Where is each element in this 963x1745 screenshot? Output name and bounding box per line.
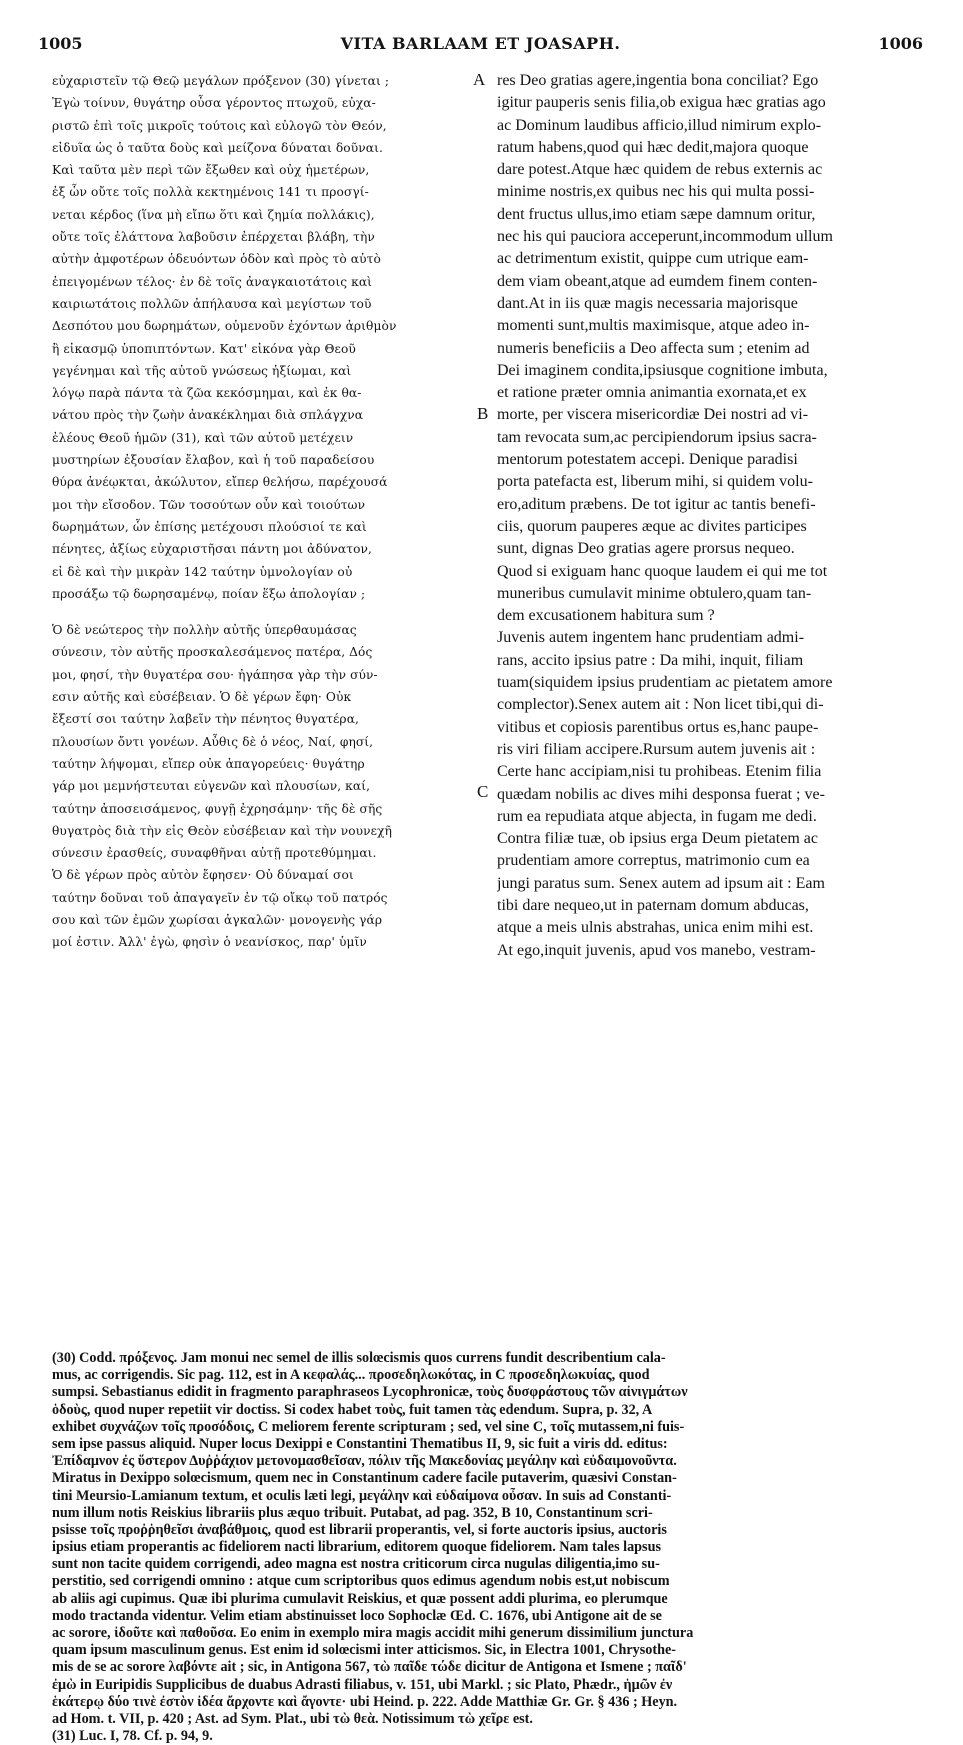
footnote-30-line: num illum notis Reiskius librariis plus æquo tribuit. Putabat, ad pag. 352, B 10, Constantinum scri-: [52, 1504, 653, 1521]
greek-line: [52, 954, 480, 976]
greek-line: Ὁ δὲ νεώτερος τὴν πολλὴν αὐτῆς ὑπερθαυμάσας: [52, 623, 357, 638]
latin-line: mentorum potestatem accepi. Denique paradisi: [497, 451, 798, 469]
latin-line: rum ea repudiata atque abjecta, in fugam me dedi.: [497, 807, 817, 825]
footnote-30-line: quam ipsum masculinum genus. Est enim id solœcismi inter atticismos. Sic, in Electra 1001, Chrysothe-: [52, 1642, 677, 1659]
greek-line: σύνεσιν, τὸν αὐτῆς προσκαλεσάμενος πατέρα, Δός: [52, 645, 373, 660]
greek-line: νάτου πρὸς τὴν ζωὴν ἀνακέκλημαι διὰ σπλάγχνα: [52, 408, 364, 423]
greek-line: σου καὶ τῶν ἐμῶν χωρίσαι ἀγκαλῶν· μονογενὴς γάρ: [52, 912, 383, 927]
latin-line: jungi paratus sum. Senex autem ad ipsum ait : Eam: [497, 874, 825, 892]
latin-line: porta patefacta est, liberum mihi, si quidem volu-: [497, 473, 813, 491]
latin-line: dent fructus ullus,imo etiam sæpe damnum oritur,: [497, 205, 816, 223]
latin-line: ratum habens,quod qui hæc dedit,majora quoque: [497, 138, 809, 156]
latin-line: et ratione præter omnia animantia exornata,et ex: [497, 384, 807, 402]
footnote-30-line: ἑκάτερῳ δύο τινὲ ἐστὸν ἰδέα ἄρχοντε καὶ ἄγοντε· ubi Heind. p. 222. Adde Matthiæ Gr. Gr. § 436 ; Heyn.: [52, 1693, 678, 1710]
footnote-30-line: psisse τοῖς προῤῥηθεῖσι ἀναβάθμοις, quod est librarii properantis, vel, si forte auctoris ipsius, auctoris: [52, 1521, 667, 1538]
latin-line: Juvenis autem ingentem hanc prudentiam admi-: [497, 629, 805, 647]
latin-line: igitur pauperis senis filia,ob exigua hæc gratias ago: [497, 94, 826, 112]
latin-line: rans, accito ipsius patre : Da mihi, inquit, filiam: [497, 651, 804, 669]
greek-line: θύρα ἀνέῳκται, ἀκώλυτον, εἴπερ θελήσω, παρέχουσά: [52, 475, 388, 490]
greek-line: αὐτὴν ἀμφοτέρων ὁδευόντων ὁδὸν καὶ πρὸς τὸ αὐτὸ: [52, 252, 381, 267]
footnote-30-line: ipsius etiam properantis ac fideliorem nacti librarium, editorem quoque fideliorem. Nam tales lapsus: [52, 1539, 661, 1556]
latin-line: quædam nobilis ac dives mihi desponsa fuerat ; ve-: [497, 785, 825, 803]
greek-line: εσιν αὐτῆς καὶ εὐσέβειαν. Ὁ δὲ γέρων ἔφη· Οὐκ: [52, 690, 352, 705]
footnote-30-line: mus, ac corrigendis. Sic pag. 112, est in A κεφαλάς... προσεδηλωκότας, in C προσεδηλωκυίας, quod: [52, 1367, 650, 1384]
page-number-left: 1005: [38, 34, 83, 53]
footnote-30-line: ab aliis agi cupimus. Quæ ibi plurima cumulavit Reiskius, et quæ possent addi plurima, eo plerumque: [52, 1590, 668, 1607]
latin-line: Contra filiæ tuæ, ob ipsius erga Deum pietatem ac: [497, 830, 818, 848]
greek-line: ἐξ ὧν οὔτε τοῖς πολλὰ κεκτημένοις 141 τι προσγί-: [52, 185, 369, 200]
margin-letter-a: A: [473, 70, 486, 89]
greek-line: εἰδυῖα ὡς ὁ ταῦτα δοὺς καὶ μείζονα δύναται δοῦναι.: [52, 140, 383, 155]
margin-letter-b: B: [477, 404, 489, 423]
latin-line: numeris beneficiis a Deo affecta sum ; etenim ad: [497, 339, 810, 357]
latin-line: sunt, dignas Deo gratias agere prorsus nequeo.: [497, 540, 795, 558]
greek-line: πένητες, ἀξίως εὐχαριστῆσαι πάντη μοι ἀδύνατον,: [52, 542, 373, 557]
greek-line: μοι τὴν εἴσοδον. Τῶν τοσούτων οὖν καὶ τοιούτων: [52, 497, 366, 512]
footnote-30-line: perstitio, sed corrigendi omnino : atque cum scriptoribus quos edimus agendum nobis est,ut nobiscum: [52, 1573, 670, 1590]
footnote-30-line: Miratus in Dexippo solœcismum, quem nec in Constantinum cadere facile putaverim, quæsivi Constan-: [52, 1470, 677, 1487]
greek-line: σύνεσιν ἐρασθείς, συναφθῆναι αὐτῇ προτεθύμημαι.: [52, 846, 377, 861]
footnote-30-line: Ἐπίδαμνον ἐς ὕστερον Δυῤῥάχιον μετονομασθεῖσαν, πόλιν τῆς Μακεδονίας μεγάλην καὶ εὐδαιμονοῦντα.: [52, 1453, 677, 1470]
footnote-30-line: mis de se ac sorore λαβόντε ait ; sic, in Antigona 567, τὼ παῖδε τώδε dicitur de Antigona et Ismene ; παῖδ': [52, 1659, 687, 1676]
latin-line: dem excusationem habitura sum ?: [497, 607, 715, 625]
latin-line: ac detrimentum existit, quippe cum utrique eam-: [497, 250, 809, 268]
greek-line: καιριωτάτοις πολλῶν ἀπήλαυσα καὶ μεγίστων τοῦ: [52, 296, 372, 311]
latin-line: atque a meis ulnis abstrahas, unica enim mihi est.: [497, 919, 814, 937]
greek-line: μοί ἐστιν. Ἀλλ' ἐγὼ, φησὶν ὁ νεανίσκος, παρ' ὑμῖν: [52, 935, 367, 950]
page-number-right: 1006: [878, 34, 923, 53]
latin-line: vitibus et copiosis parentibus ortus es,hanc paupe-: [497, 718, 819, 736]
latin-line: momenti sunt,multis maximisque, atque adeo in-: [497, 317, 810, 335]
latin-line: res Deo gratias agere,ingentia bona conciliat? Ego: [497, 72, 819, 89]
margin-letter-c: C: [477, 782, 489, 801]
greek-line: Καὶ ταῦτα μὲν περὶ τῶν ἔξωθεν καὶ οὐχ ἡμετέρων,: [52, 163, 370, 178]
greek-line: ἔξεστί σοι ταύτην λαβεῖν τὴν πένητος θυγατέρα,: [52, 712, 360, 727]
latin-line: dem viam obeant,atque ad eumdem finem conten-: [497, 272, 818, 290]
greek-column: [52, 70, 480, 976]
greek-line: εἰ δὲ καὶ τὴν μικρὰν 142 ταύτην ὑμνολογίαν οὐ: [52, 564, 353, 579]
greek-line: ριστῶ ἐπὶ τοῖς μικροῖς τούτοις καὶ εὐλογῶ τὸν Θεόν,: [52, 118, 387, 133]
greek-line: μοι, φησί, τὴν θυγατέρα σου· ἠγάπησα γὰρ τὴν σύν-: [52, 667, 378, 682]
footnote-30-line: (30) Codd. πρόξενος. Jam monui nec semel de illis solœcismis quos currens fundit describentium cala-: [52, 1350, 666, 1366]
paragraph-gap: [52, 605, 480, 619]
greek-line: πλουσίων ὄντι γονέων. Αὖθις δὲ ὁ νέος, Ναί, φησί,: [52, 734, 374, 749]
greek-line: ἐπειγομένων τέλος· ἐν δὲ τοῖς ἀναγκαιοτάτοις καὶ: [52, 274, 373, 289]
latin-line: complector).Senex autem ait : Non licet tibi,qui di-: [497, 696, 824, 714]
footnotes: [52, 1350, 932, 1745]
greek-line: δωρημάτων, ὧν ἐπίσης μετέχουσι πλούσιοί τε καὶ: [52, 519, 367, 534]
latin-line: dant.At in iis quæ magis necessaria majorisque: [497, 294, 798, 312]
footnote-31-line: (31) Luc. I, 78. Cf. p. 94, 9.: [52, 1728, 213, 1745]
footnote-30-line: ὁδοὺς, quod nuper repetiit vir doctiss. Si codex habet τοὺς, fuit tamen τὰς edendum. Supra, p. 32, A: [52, 1401, 653, 1418]
greek-line: Ὁ δὲ γέρων πρὸς αὐτὸν ἔφησεν· Οὐ δύναμαί σοι: [52, 868, 354, 883]
footnote-30-line: ad Hom. t. VII, p. 420 ; Ast. ad Sym. Plat., ubi τὼ θεὰ. Notissimum τὼ χεῖρε est.: [52, 1710, 533, 1727]
greek-line: ἐλέους Θεοῦ ἡμῶν (31), καὶ τῶν αὐτοῦ μετέχειν: [52, 430, 354, 445]
latin-line: Dei imaginem condita,ipsiusque cognitione imbuta,: [497, 361, 828, 379]
latin-line: Certe hanc accipiam,nisi tu prohibeas. Etenim filia: [497, 763, 822, 781]
running-title: VITA BARLAAM ET JOASAPH.: [340, 34, 621, 53]
greek-line: μυστηρίων ἐξουσίαν ἔλαβον, καὶ ἡ τοῦ παραδείσου: [52, 453, 375, 468]
latin-column: [497, 70, 928, 962]
greek-line: ταύτην λήψομαι, εἴπερ οὐκ ἀπαγορεύεις· θυγάτηρ: [52, 756, 365, 771]
latin-line: muneribus cumulavit minime obtulero,quam tan-: [497, 584, 812, 602]
latin-line: minime nostris,ex quibus nec his qui multa possi-: [497, 183, 815, 201]
footnote-30-line: ἐμὼ in Euripidis Supplicibus de duabus Adrasti filiabus, v. 151, ubi Markl. ; sic Plato, Phædr., ἡμῶν ἐν: [52, 1676, 673, 1693]
latin-line: Quod si exiguam hanc quoque laudem ei qui me tot: [497, 562, 828, 580]
greek-line: εὐχαριστεῖν τῷ Θεῷ μεγάλων πρόξενον (30) γίνεται ;: [52, 74, 390, 88]
latin-line: tuam(siquidem ipsius prudentiam ac pietatem amore: [497, 674, 833, 692]
latin-line: tibi dare nequeo,ut in paternam domum abducas,: [497, 896, 809, 914]
latin-line: ac Dominum laudibus afficio,illud nimirum explo-: [497, 116, 822, 134]
footnote-30-line: exhibet συχνάζων τοῖς προσόδοις, C meliorem ferente scripturam ; sed, vel sine C, τοῖς mutassem,ni fuis-: [52, 1418, 685, 1435]
greek-line: λόγῳ παρὰ πάντα τὰ ζῶα κεκόσμημαι, καὶ ἐκ θα-: [52, 386, 362, 401]
latin-line: prudentiam amore correptus, matrimonio cum ea: [497, 852, 810, 870]
greek-line: γάρ μοι μεμνήστευται εὐγενῶν καὶ πλουσίων, καί,: [52, 779, 371, 794]
footnote-30-line: sumpsi. Sebastianus edidit in fragmento paraphraseos Lycophronicæ, τοὺς δυσφράστους τῶν αἰνιγμάτων: [52, 1384, 688, 1401]
latin-line: dare potest.Atque hæc quidem de rebus externis ac: [497, 161, 823, 179]
greek-line: προσάξω τῷ δωρησαμένῳ, ποίαν ἕξω ἀπολογίαν ;: [52, 586, 366, 601]
greek-line: ἢ εἰκασμῷ ὑποπιπτόντων. Κατ' εἰκόνα γὰρ Θεοῦ: [52, 341, 356, 356]
greek-line: Δεσπότου μου δωρημάτων, οὐμενοῦν ἐχόντων ἀριθμὸν: [52, 319, 397, 334]
latin-line: morte, per viscera misericordiæ Dei nostri ad vi-: [497, 406, 809, 424]
latin-line: ris viri filiam accipere.Rursum autem juvenis ait :: [497, 740, 816, 758]
footnote-30-line: sem ipse passus aliquid. Nuper locus Dexippi e Constantini Thematibus II, 9, sic fuit a viris dd. editus:: [52, 1435, 668, 1452]
greek-line: θυγατρὸς διὰ τὴν εἰς Θεὸν εὐσέβειαν καὶ τὴν νουνεχῆ: [52, 823, 392, 838]
latin-line: ero,aditum præbens. De tot igitur ac tantis benefi-: [497, 495, 816, 513]
footnote-30-line: sunt non tacite quidem corrigendi, adeo magna est nostra criticorum circa nugulas diligentia,imo su-: [52, 1556, 660, 1573]
latin-line: nec his qui pauciora acceperunt,incommodum ullum: [497, 228, 833, 246]
greek-line: γεγένημαι καὶ τῆς αὐτοῦ γνώσεως ἠξίωμαι, καὶ: [52, 363, 352, 378]
footnote-30-line: ac sorore, ἰδοῦτε καὶ παθοῦσα. Eo enim in exemplo mira magis accidit mihi generum dissimilium junctura: [52, 1625, 694, 1641]
latin-line: tam revocata sum,ac percipiendorum ipsius sacra-: [497, 428, 817, 446]
footnote-30-line: tini Meursio-Lamianum textum, et oculis læti legi, μεγάλην καὶ εὐδαίμονα οὖσαν. In suis ad Constanti-: [52, 1487, 672, 1504]
latin-line: At ego,inquit juvenis, apud vos manebo, vestram-: [497, 941, 816, 959]
latin-line: ciis, quorum pauperes æque ac divites participes: [497, 517, 807, 535]
running-header: [38, 34, 923, 58]
greek-line: ταύτην ἀποσεισάμενος, φυγῇ ἐχρησάμην· τῆς δὲ σῆς: [52, 801, 383, 816]
footnote-30-line: modo tractanda videntur. Velim etiam abstinuisset loco Sophoclæ Œd. C. 1676, ubi Antigone ait de se: [52, 1607, 662, 1624]
greek-line: οὔτε τοῖς ἐλάττονα λαβοῦσιν ἐπέρχεται βλάβη, τὴν: [52, 230, 375, 245]
greek-line: ταύτην δοῦναι τοῦ ἀπαγαγεῖν ἐν τῷ οἴκῳ τοῦ πατρός: [52, 890, 388, 905]
greek-line: νεται κέρδος (ἵνα μὴ εἴπω ὅτι καὶ ζημία πολλάκις),: [52, 207, 375, 222]
greek-line: Ἐγὼ τοίνυν, θυγάτηρ οὖσα γέροντος πτωχοῦ, εὐχα-: [52, 96, 376, 111]
